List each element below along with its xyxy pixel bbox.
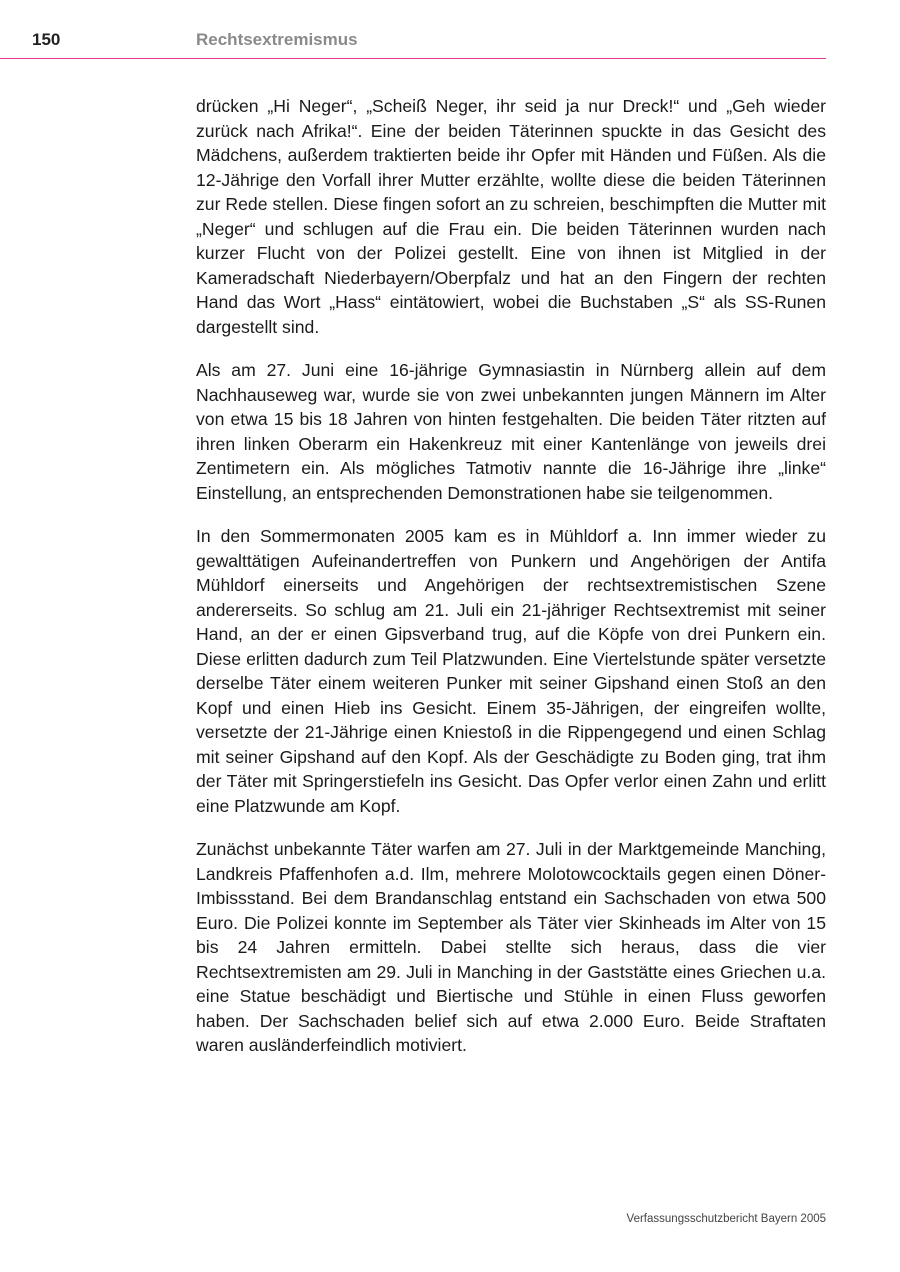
page-number: 150 (32, 30, 61, 49)
paragraph: In den Sommermonaten 2005 kam es in Mühldorf a. Inn immer wieder zu gewalttätigen Aufeinandertreffen von Punkern und Angehörigen der Antifa Mühldorf einerseits und Angehörigen der rechtsextremistischen Szene andererseits. So schlug am 21. Juli ein 21-jähriger Rechtsextremist mit seiner Hand, an der er einen Gipsverband trug, auf die Köpfe von drei Punkern ein. Diese erlitten dadurch zum Teil Platzwunden. Eine Viertelstunde später versetzte derselbe Täter einem weiteren Punker mit seiner Gipshand einen Stoß an den Kopf und einen Hieb ins Gesicht. Einem 35-Jährigen, der eingreifen wollte, versetzte der 21-Jährige einen Kniestoß in die Rippengegend und einen Schlag mit seiner Gipshand auf den Kopf. Als der Geschädigte zu Boden ging, trat ihm der Täter mit Springerstiefeln ins Gesicht. Das Opfer verlor einen Zahn und erlitt eine Platzwunde am Kopf. (196, 526, 826, 816)
paragraph: drücken „Hi Neger“, „Scheiß Neger, ihr seid ja nur Dreck!“ und „Geh wieder zurück nach Afrika!“. Eine der beiden Täterinnen spuckte in das Gesicht des Mädchens, außerdem traktierten beide ihr Opfer mit Händen und Füßen. Als die 12-Jährige den Vorfall ihrer Mutter erzählte, wollte diese die beiden Täterinnen zur Rede stellen. Diese fingen sofort an zu schreien, beschimpften die Mutter mit „Neger“ und schlugen auf die Frau ein. Die beiden Täterinnen wurden nach kurzer Flucht von der Polizei gestellt. Eine von ihnen ist Mitglied in der Kameradschaft Niederbayern/Oberpfalz und hat an den Fingern der rechten Hand das Wort „Hass“ eintätowiert, wobei die Buchstaben „S“ als SS-Runen dargestellt sind. (196, 96, 826, 337)
page-header (0, 28, 826, 59)
body-text (196, 94, 826, 1077)
paragraph: Als am 27. Juni eine 16-jährige Gymnasiastin in Nürnberg allein auf dem Nachhauseweg war, wurde sie von zwei unbekannten jungen Männern im Alter von etwa 15 bis 18 Jahren von hinten festgehalten. Die beiden Täter ritzten auf ihren linken Oberarm ein Hakenkreuz mit einer Kantenlänge von jeweils drei Zentimetern ein. Als mögliches Tatmotiv nannte die 16-Jährige ihre „linke“ Einstellung, an entsprechenden Demonstrationen habe sie teilgenommen. (196, 360, 826, 503)
paragraph: Zunächst unbekannte Täter warfen am 27. Juli in der Marktgemeinde Manching, Landkreis Pfaffenhofen a.d. Ilm, mehrere Molotowcocktails gegen einen Döner-Imbissstand. Bei dem Brandanschlag entstand ein Sachschaden von etwa 500 Euro. Die Polizei konnte im September als Täter vier Skinheads im Alter von 15 bis 24 Jahren ermitteln. Dabei stellte sich heraus, dass die vier Rechtsextremisten am 29. Juli in Manching in der Gaststätte eines Griechen u.a. eine Statue beschädigt und Biertische und Stühle in einen Fluss geworfen haben. Der Sachschaden belief sich auf etwa 2.000 Euro. Beide Straftaten waren ausländerfeindlich motiviert. (196, 839, 826, 1055)
running-title: Rechtsextremismus (196, 30, 358, 49)
page-footer: Verfassungsschutzbericht Bayern 2005 (626, 1213, 826, 1225)
